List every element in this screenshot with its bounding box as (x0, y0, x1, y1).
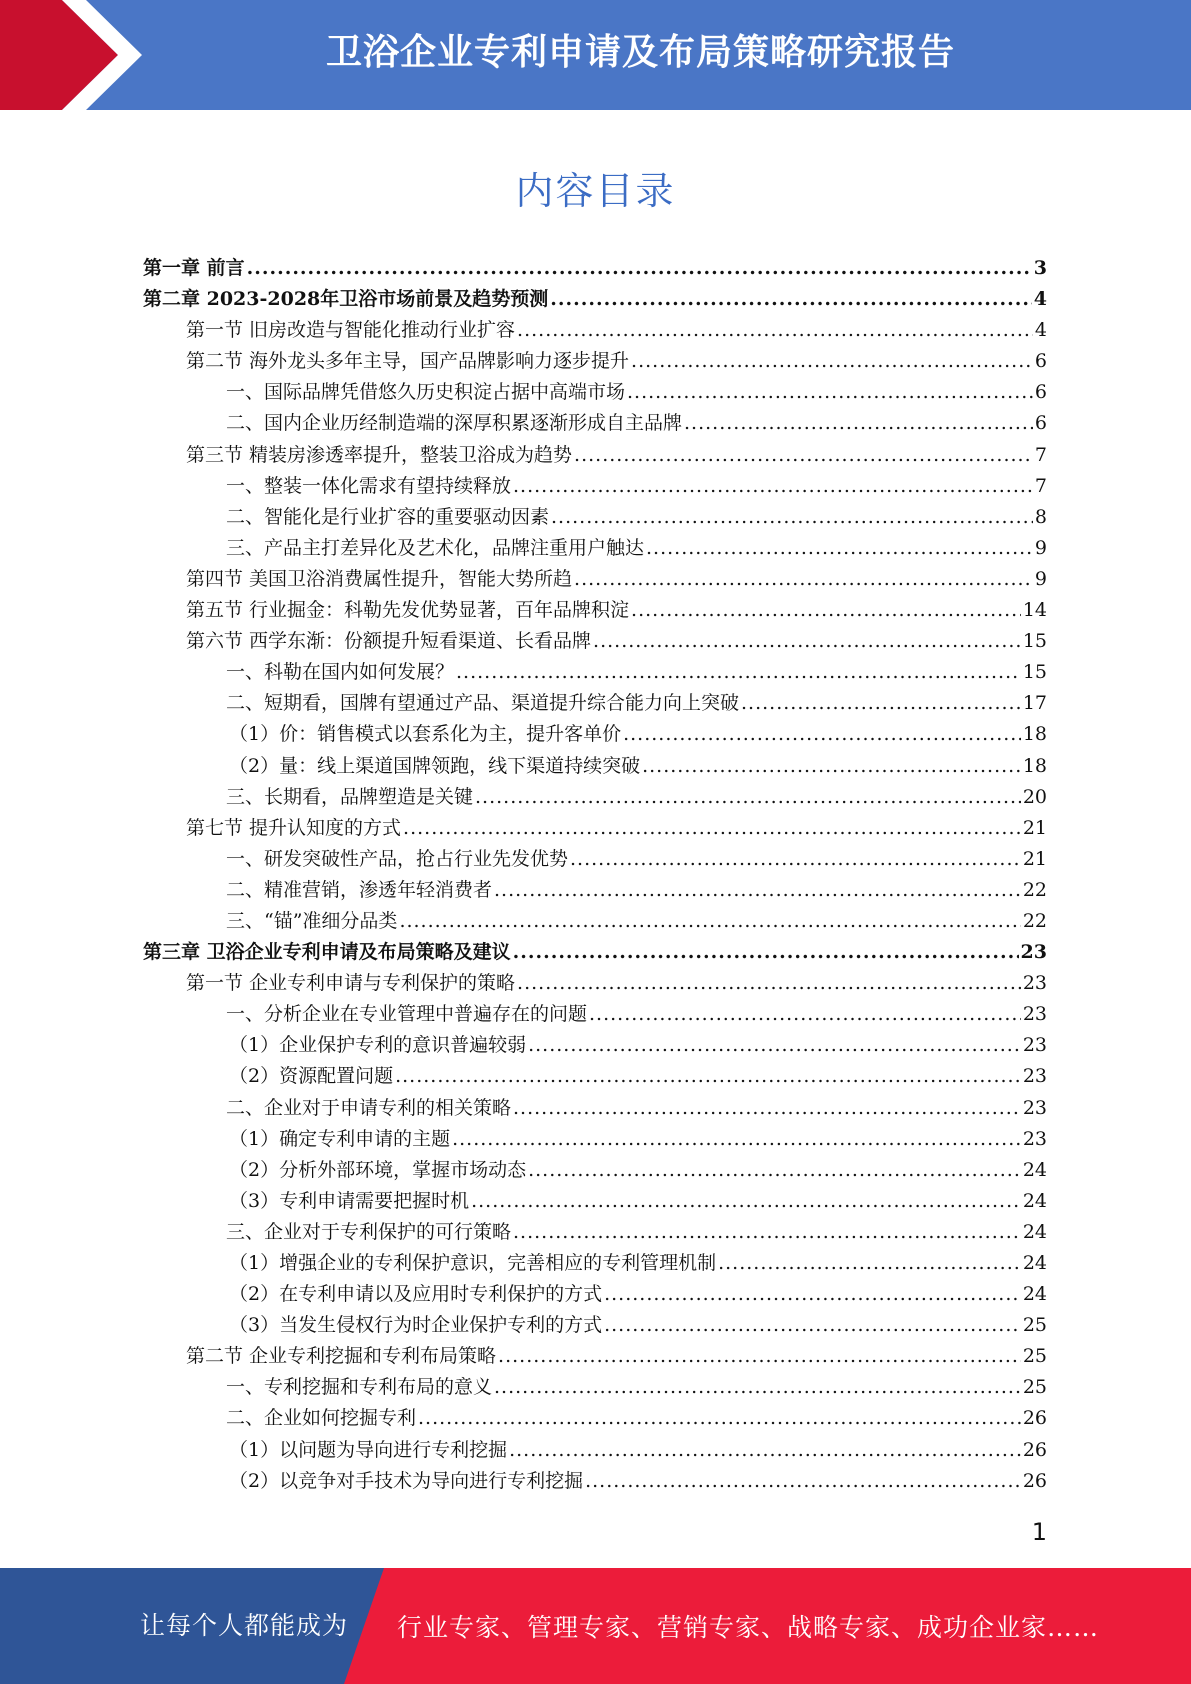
toc-leader-dots (550, 288, 1032, 310)
toc-entry-page: 18 (1022, 754, 1047, 777)
toc-entry-page: 26 (1022, 1469, 1047, 1492)
toc-entry[interactable] (143, 315, 1047, 346)
toc-entry-title: 第三节 精装房渗透率提升，整装卫浴成为趋势 (186, 443, 573, 466)
toc-entry-title: 第二节 海外龙头多年主导，国产品牌影响力逐步提升 (186, 350, 630, 373)
toc-leader-dots (570, 848, 1021, 870)
toc-entry-title: 二、国内企业历经制造端的深厚积累逐渐形成自主品牌 (226, 412, 683, 435)
toc-leader-dots (528, 1159, 1021, 1181)
toc-leader-dots (452, 1128, 1021, 1150)
toc-entry[interactable] (143, 595, 1047, 626)
toc-entry-title: 第三章 卫浴企业专利申请及布局策略及建议 (143, 941, 511, 964)
toc-entry[interactable] (143, 1061, 1047, 1092)
toc-entry-title: 第一章 前言 (143, 257, 245, 279)
toc-entry-page: 6 (1034, 350, 1047, 373)
toc-entry[interactable] (143, 1248, 1047, 1279)
toc-entry[interactable] (143, 377, 1047, 408)
toc-entry-title: 第一节 旧房改造与智能化推动行业扩容 (186, 319, 516, 342)
toc-leader-dots (456, 661, 1021, 683)
toc-leader-dots (741, 692, 1021, 714)
toc-leader-dots (513, 941, 1019, 963)
toc-entry-title: 一、国际品牌凭借悠久历史积淀占据中高端市场 (226, 381, 626, 404)
header-banner (0, 0, 1191, 110)
toc-leader-dots (247, 257, 1032, 279)
toc-entry-page: 23 (1022, 972, 1047, 995)
toc-entry[interactable] (143, 253, 1047, 284)
toc-entry-page: 15 (1022, 661, 1047, 684)
toc-entry[interactable] (143, 657, 1047, 688)
toc-leader-dots (574, 444, 1033, 466)
toc-entry-page: 8 (1034, 505, 1047, 528)
toc-heading: 内容目录 (515, 169, 676, 213)
toc-leader-dots (551, 506, 1033, 528)
toc-entry-title: 第二节 企业专利挖掘和专利布局策略 (186, 1345, 497, 1368)
toc-leader-dots (517, 972, 1021, 994)
toc-leader-dots (513, 1221, 1021, 1243)
toc-entry[interactable] (143, 564, 1047, 595)
toc-entry-title: 二、企业对于申请专利的相关策略 (226, 1096, 512, 1119)
toc-entry-title: （2）分析外部环境，掌握市场动态 (229, 1158, 527, 1181)
toc-entry-title: （3）专利申请需要把握时机 (229, 1189, 470, 1212)
toc-leader-dots (399, 910, 1020, 932)
toc-entry-page: 18 (1022, 723, 1047, 746)
toc-entry[interactable] (143, 968, 1047, 999)
toc-entry[interactable] (143, 408, 1047, 439)
toc-entry[interactable] (143, 719, 1047, 750)
toc-leader-dots (627, 381, 1033, 403)
toc-entry[interactable] (143, 284, 1047, 315)
toc-leader-dots (509, 1439, 1021, 1461)
toc-entry[interactable] (143, 1310, 1047, 1341)
toc-leader-dots (513, 1097, 1021, 1119)
toc-entry-page: 24 (1022, 1220, 1047, 1243)
toc-entry-title: 三、“锚”准细分品类 (226, 909, 398, 932)
toc-entry[interactable] (143, 626, 1047, 657)
toc-leader-dots (498, 1345, 1021, 1367)
toc-entry-page: 24 (1022, 1283, 1047, 1306)
toc-entry-title: （3）当发生侵权行为时企业保护专利的方式 (229, 1314, 603, 1337)
toc-entry-title: 三、产品主打差异化及艺术化，品牌注重用户触达 (226, 536, 645, 559)
toc-entry-page: 9 (1034, 567, 1047, 590)
toc-entry[interactable] (143, 502, 1047, 533)
toc-entry-page: 26 (1022, 1438, 1047, 1461)
toc-entry-title: （1）价：销售模式以套系化为主，提升客单价 (229, 723, 622, 746)
toc-entry-title: 第二章 2023-2028年卫浴市场前景及趋势预测 (143, 288, 549, 311)
toc-entry[interactable] (143, 937, 1047, 968)
toc-leader-dots (395, 1065, 1021, 1087)
toc-entry[interactable] (143, 1435, 1047, 1466)
toc-entry-title: （1）增强企业的专利保护意识，完善相应的专利管理机制 (229, 1252, 717, 1274)
toc-entry-page: 21 (1022, 847, 1047, 870)
footer-slogan-right: 行业专家、管理专家、营销专家、战略专家、成功企业家…… (397, 1613, 1100, 1642)
toc-entry-title: 一、科勒在国内如何发展？ (226, 661, 455, 684)
toc-entry[interactable] (143, 1403, 1047, 1434)
toc-entry-title: 一、专利挖掘和专利布局的意义 (226, 1376, 493, 1399)
toc-entry-page: 24 (1022, 1189, 1047, 1212)
toc-entry[interactable] (143, 751, 1047, 782)
toc-entry[interactable] (143, 688, 1047, 719)
toc-entry-page: 9 (1034, 536, 1047, 559)
toc-entry-title: （1）以问题为导向进行专利挖掘 (229, 1438, 508, 1461)
toc-leader-dots (513, 475, 1033, 497)
toc-entry-title: 一、整装一体化需求有望持续释放 (226, 474, 512, 497)
toc-entry-page: 25 (1022, 1314, 1047, 1337)
toc-entry-page: 15 (1022, 630, 1047, 653)
toc-entry-title: 二、短期看，国牌有望通过产品、渠道提升综合能力向上突破 (226, 692, 740, 715)
toc-leader-dots (604, 1283, 1021, 1305)
toc-leader-dots (494, 1376, 1021, 1398)
toc-leader-dots (593, 630, 1021, 652)
toc-entry[interactable] (143, 1372, 1047, 1403)
toc-entry-page: 20 (1022, 785, 1047, 808)
toc-entry-page: 4 (1034, 319, 1047, 342)
toc-entry-title: 二、精准营销，渗透年轻消费者 (226, 878, 493, 901)
toc-entry[interactable] (143, 875, 1047, 906)
toc-leader-dots (684, 412, 1033, 434)
toc-entry[interactable] (143, 346, 1047, 377)
toc-entry-page: 3 (1033, 257, 1047, 279)
toc-entry[interactable] (143, 1093, 1047, 1124)
toc-leader-dots (494, 879, 1021, 901)
report-title: 卫浴企业专利申请及布局策略研究报告 (325, 32, 955, 73)
toc-entry[interactable] (143, 782, 1047, 813)
toc-entry-title: 第一节 企业专利申请与专利保护的策略 (186, 972, 516, 995)
toc-entry[interactable] (143, 1279, 1047, 1310)
toc-entry[interactable] (143, 440, 1047, 471)
toc-entry[interactable] (143, 1030, 1047, 1061)
toc-entry-title: 第五节 行业掘金：科勒先发优势显著，百年品牌积淀 (186, 599, 630, 622)
toc-entry[interactable] (143, 1124, 1047, 1155)
toc-entry[interactable] (143, 813, 1047, 844)
toc-entry-page: 23 (1022, 1034, 1047, 1057)
toc-entry-page: 24 (1022, 1158, 1047, 1181)
toc-entry-title: 三、长期看，品牌塑造是关键 (226, 785, 474, 808)
toc-entry-page: 7 (1034, 474, 1047, 497)
toc-entry-title: （1）企业保护专利的意识普遍较弱 (229, 1034, 527, 1057)
toc-entry-page: 25 (1022, 1345, 1047, 1368)
toc-leader-dots (631, 599, 1021, 621)
toc-entry[interactable] (143, 1155, 1047, 1186)
toc-entry-title: （2）以竞争对手技术为导向进行专利挖掘 (229, 1469, 584, 1492)
toc-leader-dots (589, 1003, 1021, 1025)
toc-leader-dots (471, 1190, 1021, 1212)
toc-entry-page: 7 (1034, 443, 1047, 466)
toc-leader-dots (631, 350, 1033, 372)
toc-leader-dots (475, 786, 1021, 808)
toc-entry-page: 23 (1022, 1096, 1047, 1119)
toc-entry-title: （2）在专利申请以及应用时专利保护的方式 (229, 1283, 603, 1306)
toc-entry-page: 23 (1022, 1065, 1047, 1088)
toc-leader-dots (517, 319, 1033, 341)
toc-leader-dots (574, 568, 1033, 590)
toc-leader-dots (585, 1470, 1021, 1492)
toc-leader-dots (604, 1314, 1021, 1336)
footer-banner (0, 1568, 1191, 1684)
toc-entry[interactable] (143, 844, 1047, 875)
footer-slogan-left: 让每个人都能成为 (140, 1611, 349, 1640)
toc-entry-page: 23 (1022, 1003, 1047, 1026)
toc-leader-dots (403, 817, 1021, 839)
toc-entry-title: 第七节 提升认知度的方式 (186, 816, 402, 839)
toc-leader-dots (623, 723, 1021, 745)
toc-entry-page: 6 (1034, 381, 1047, 404)
toc-entry-page: 23 (1020, 941, 1047, 964)
toc-entry-page: 4 (1033, 288, 1047, 311)
toc-entry-title: 一、研发突破性产品，抢占行业先发优势 (226, 847, 569, 870)
toc-entry-title: 三、企业对于专利保护的可行策略 (226, 1220, 512, 1243)
toc-entry-page: 22 (1022, 909, 1047, 932)
toc-entry-title: 第六节 西学东渐：份额提升短看渠道、长看品牌 (186, 630, 592, 653)
toc-entry-page: 24 (1022, 1252, 1047, 1274)
toc-entry-title: 一、分析企业在专业管理中普遍存在的问题 (226, 1003, 588, 1026)
toc-leader-dots (718, 1252, 1021, 1274)
toc-entry[interactable] (143, 999, 1047, 1030)
toc-entry-page: 21 (1022, 816, 1047, 839)
toc-entry-page: 6 (1034, 412, 1047, 435)
toc-entry-page: 22 (1022, 878, 1047, 901)
toc-entry-page: 17 (1022, 692, 1047, 715)
toc-entry-title: 二、企业如何挖掘专利 (226, 1407, 417, 1430)
toc-entry[interactable] (143, 471, 1047, 502)
toc-entry-page: 23 (1022, 1127, 1047, 1150)
header-chevron-decoration (0, 0, 150, 110)
toc-leader-dots (642, 755, 1021, 777)
toc-entry[interactable] (143, 906, 1047, 937)
toc-entry[interactable] (143, 1217, 1047, 1248)
toc-entry[interactable] (143, 1186, 1047, 1217)
toc-entry-page: 14 (1022, 599, 1047, 622)
table-of-contents (143, 253, 1047, 1497)
toc-entry-title: 第四节 美国卫浴消费属性提升，智能大势所趋 (186, 567, 573, 590)
toc-entry[interactable] (143, 533, 1047, 564)
toc-entry-title: （2）资源配置问题 (229, 1065, 394, 1088)
toc-leader-dots (418, 1407, 1021, 1429)
toc-leader-dots (646, 537, 1033, 559)
page-number: 1 (1031, 1518, 1047, 1546)
toc-entry[interactable] (143, 1466, 1047, 1497)
toc-leader-dots (528, 1034, 1021, 1056)
toc-entry-title: （1）确定专利申请的主题 (229, 1127, 451, 1150)
toc-entry-page: 25 (1022, 1376, 1047, 1399)
toc-entry-page: 26 (1022, 1407, 1047, 1430)
toc-entry-title: （2）量：线上渠道国牌领跑，线下渠道持续突破 (229, 754, 641, 777)
toc-entry-title: 二、智能化是行业扩容的重要驱动因素 (226, 505, 550, 528)
toc-entry[interactable] (143, 1341, 1047, 1372)
